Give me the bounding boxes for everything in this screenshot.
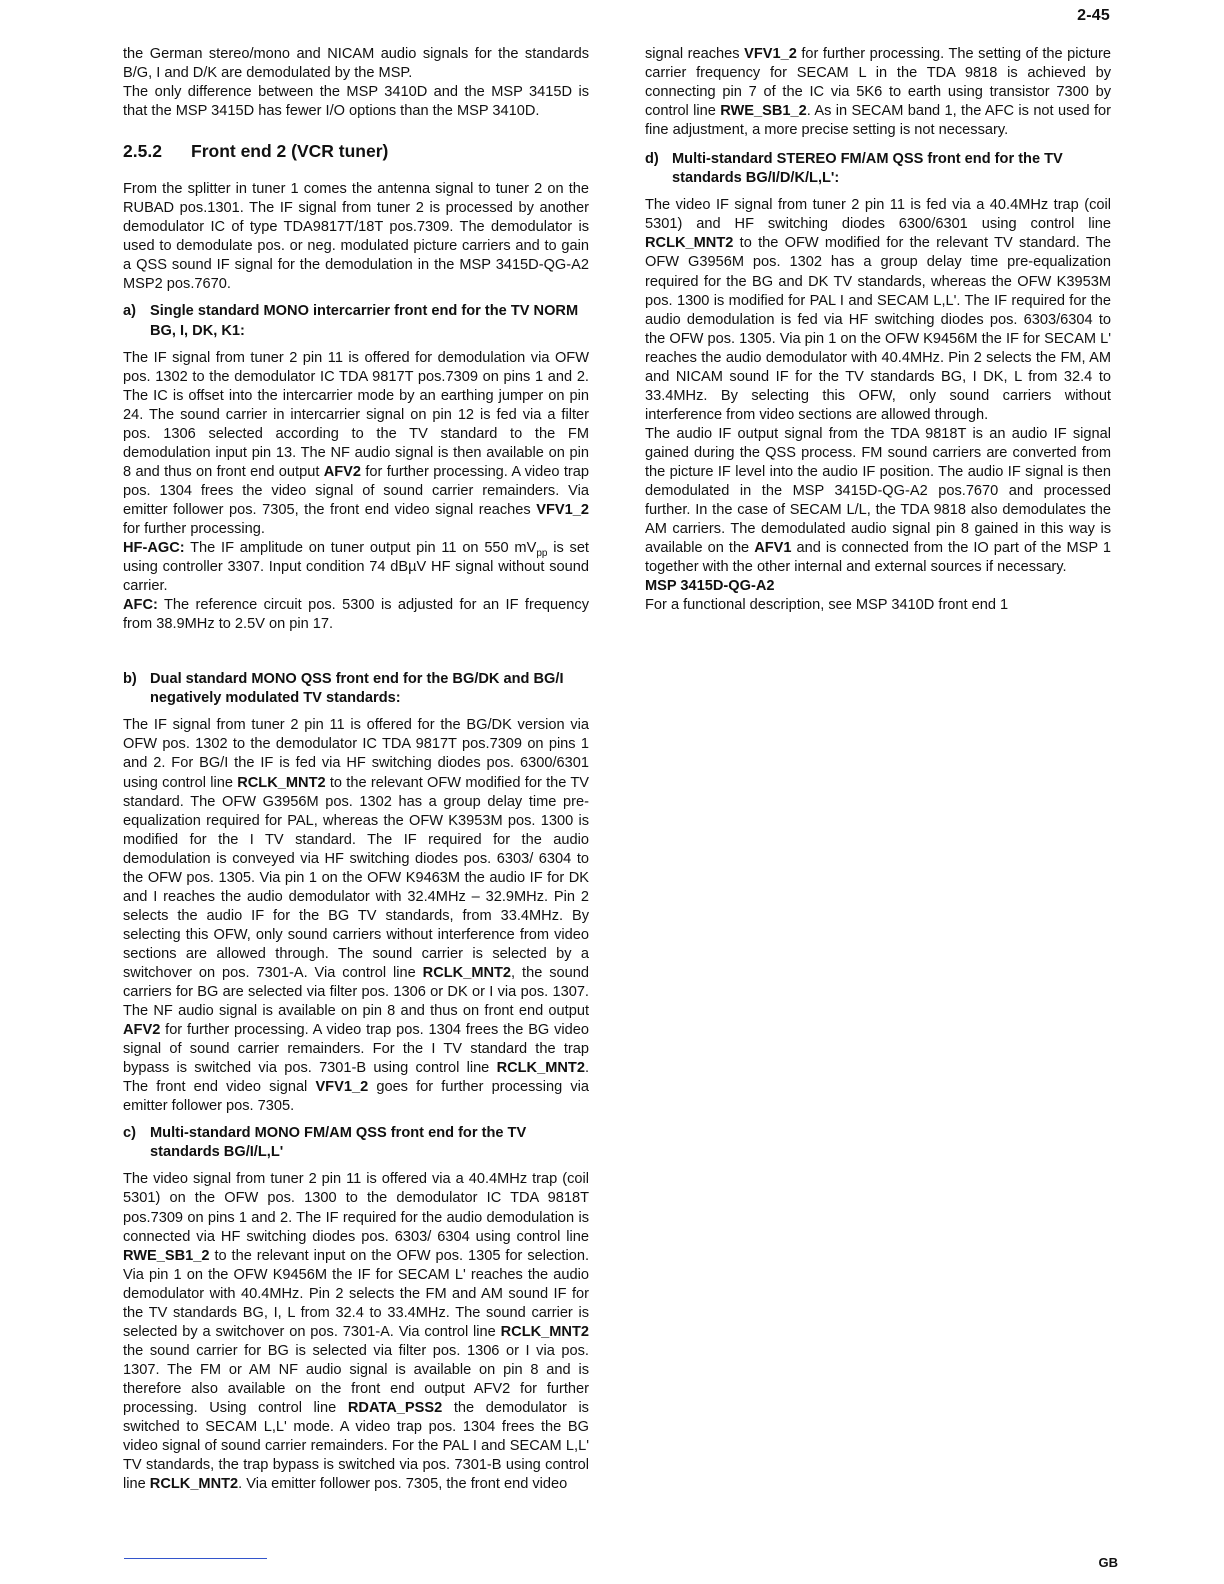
subsection-b-title: Dual standard MONO QSS front end for the BG/DK and BG/I negatively modulated TV standards:: [150, 671, 564, 707]
subsection-c-body: The video signal from tuner 2 pin 11 is offered via a 40.4MHz trap (coil 5301) on the OFW pos. 1300 to the demodulator IC TDA 9818T pos.7309 on pins 1 and 2. The IF required for the audio demodulation is connected via HF switching diodes pos. 6303/ 6304 using control line RWE_SB1_2 to the relevant input on the OFW pos. 1305 for selection. Via pin 1 on the OFW K9456M the IF for SECAM L' reaches the audio demodulator with 40.4MHz. Pin 2 selects the FM and AM sound IF for the TV standards BG, I, L from 32.4 to 33.4MHz. The sound carrier is selected by a switchover on pos. 7301-A. Via control line RCLK_MNT2 the sound carrier for BG is selected via filter pos. 1306 or I via pos. 1307. The FM or AM NF audio signal is available on pin 8 and is therefore also available on the front end output AFV2 for further processing. Using control line RDATA_PSS2 the demodulator is switched to SECAM L,L' mode. A video trap pos. 1304 frees the BG video signal of sound carrier remainders. For the PAL I and SECAM L,L' TV standards, the trap bypass is switched via pos. 7301-B using control line RCLK_MNT2. Via emitter follower pos. 7305, the front end video: [123, 1171, 589, 1493]
subsection-d-heading: [645, 150, 1111, 188]
subsection-c-title: Multi-standard MONO FM/AM QSS front end for the TV standards BG/I/L,L': [150, 1125, 527, 1161]
msp-heading: MSP 3415D-QG-A2: [645, 578, 775, 595]
subsection-d-label: d): [645, 151, 659, 168]
subsection-b-label: b): [123, 671, 137, 688]
subsection-d-body: The video IF signal from tuner 2 pin 11 is fed via a 40.4MHz trap (coil 5301) and HF switching diodes 6300/6301 using control line RCLK_MNT2 to the OFW modified for the relevant TV standard. The OFW G3956M pos. 1302 has a group delay time pre-equalization required for the BG and DK TV standards, whereas the OFW K3953M pos. 1300 is modified for PAL I and SECAM L,L'. The IF required for the audio demodulation is fed via HF switching diodes pos. 6303/6304 to the OFW pos. 1305. Via pin 1 on the OFW K9456M the IF for SECAM L' reaches the audio demodulator with 40.4MHz. Pin 2 selects the FM, AM and NICAM sound IF for the TV standards BG, I DK, L from 32.4 to 33.4MHz. By selecting this OFW, only sound carriers without interference from video sections are allowed through.: [645, 197, 1111, 423]
intro-paragraph-2: The only difference between the MSP 3410D and the MSP 3415D is that the MSP 3415D has fewer I/O options than the MSP 3410D.: [123, 84, 589, 120]
subsection-a-heading: [123, 302, 589, 340]
subsection-b-heading: [123, 670, 589, 708]
footer-rule: [124, 1558, 267, 1559]
subsection-a-label: a): [123, 303, 136, 320]
subsection-b-body: The IF signal from tuner 2 pin 11 is offered for the BG/DK version via OFW pos. 1302 to the demodulator IC TDA 9817T pos.7309 on pins 1 and 2. For BG/I the IF is fed via HF switching diodes pos. 6300/6301 using control line RCLK_MNT2 to the relevant OFW modified for the TV standard. The OFW G3956M pos. 1302 has a group delay time pre-equalization required for PAL, whereas the OFW K3953M pos. 1300 is modified for the I TV standard. The IF required for the audio demodulation is conveyed via HF switching diodes pos. 6303/ 6304 to the OFW pos. 1305. Via pin 1 on the OFW K9463M the audio IF for DK and I reaches the audio demodulator with 32.4MHz – 32.9MHz. Pin 2 selects the audio IF for the BG TV standards, from 33.4MHz. By selecting this OFW, only sound carriers without interference from video sections are allowed through. The sound carrier is selected by a switchover on pos. 7301-A. Via control line RCLK_MNT2, the sound carriers for BG are selected via filter pos. 1306 or DK or I via pos. 1307. The NF audio signal is available on pin 8 and thus on front end output AFV2 for further processing. A video trap pos. 1304 frees the BG video signal of sound carrier remainders. For the I TV standard the trap bypass is switched via pos. 7301-B using control line RCLK_MNT2. The front end video signal VFV1_2 goes for further processing via emitter follower pos. 7305.: [123, 717, 590, 1115]
right-column: [645, 45, 1111, 615]
section-title: Front end 2 (VCR tuner): [191, 141, 389, 162]
subsection-a-title: Single standard MONO intercarrier front end for the TV NORM BG, I, DK, K1:: [150, 303, 579, 339]
section-body: From the splitter in tuner 1 comes the antenna signal to tuner 2 on the RUBAD pos.1301. The IF signal from tuner 2 is processed by another demodulator IC of type TDA9817T/18T pos.7309. The demodulator is used to demodulate pos. or neg. modulated picture carriers and to gain a QSS sound IF signal for the demodulation in the MSP 3415D-QG-A2 MSP2 pos.7670.: [123, 181, 589, 293]
subsection-c-heading: [123, 1124, 589, 1162]
section-heading: [123, 140, 589, 162]
subsection-d-title: Multi-standard STEREO FM/AM QSS front end for the TV standards BG/I/D/K/L,L':: [672, 151, 1063, 187]
afc-paragraph: AFC: The reference circuit pos. 5300 is adjusted for an IF frequency from 38.9MHz to 2.5V on pin 17.: [123, 597, 589, 633]
page-number: 2-45: [1077, 7, 1110, 24]
left-column: [123, 45, 589, 1494]
msp-description: For a functional description, see MSP 3410D front end 1: [645, 597, 1009, 614]
section-number: 2.5.2: [123, 141, 162, 162]
subsection-d-body-2: The audio IF output signal from the TDA 9818T is an audio IF signal gained during the QSS process. FM sound carriers are converted from the picture IF level into the audio IF position. The audio IF signal is then demodulated in the MSP 3415D-QG-A2 pos.7670 and processed further. In the case of SECAM L/L, the TDA 9818 also demodulates the AM carriers. The demodulated audio signal pin 8 gained in this way is available on the AFV1 and is connected from the IO part of the MSP 1 together with the other internal and external sources if necessary.: [645, 425, 1111, 576]
hf-agc-paragraph: HF-AGC: The IF amplitude on tuner output pin 11 on 550 $mV_{pp}$ is set using controller 3307. Input condition 74 dBµV HF signal without sound carrier.: [123, 540, 589, 595]
footer-language-code: GB: [1098, 1555, 1118, 1570]
subsection-a-body: The IF signal from tuner 2 pin 11 is offered for demodulation via OFW pos. 1302 to the demodulator IC TDA 9817T pos.7309 on pins 1 and 2. The IC is offset into the intercarrier mode by an earthing jumper on pin 24. The sound carrier in intercarrier signal on pin 12 is fed via a filter pos. 1306 selected according to the TV standard to the FM demodulation input pin 13. The NF audio signal is then available on pin 8 and thus on front end output AFV2 for further processing. A video trap pos. 1304 frees the video signal of sound carrier remainders. Via emitter follower pos. 7305, the front end video signal reaches VFV1_2 for further processing.: [123, 349, 589, 537]
continued-paragraph: signal reaches VFV1_2 for further processing. The setting of the picture carrier frequency for SECAM L in the TDA 9818 is achieved by connecting pin 7 of the IC via 5K6 to earth using transistor 7300 by control line RWE_SB1_2. As in SECAM band 1, the AFC is not used for fine adjustment, a more precise setting is not necessary.: [645, 46, 1111, 139]
subsection-c-label: c): [123, 1125, 136, 1142]
intro-paragraph-1: the German stereo/mono and NICAM audio signals for the standards B/G, I and D/K are demodulated by the MSP.: [123, 46, 589, 82]
